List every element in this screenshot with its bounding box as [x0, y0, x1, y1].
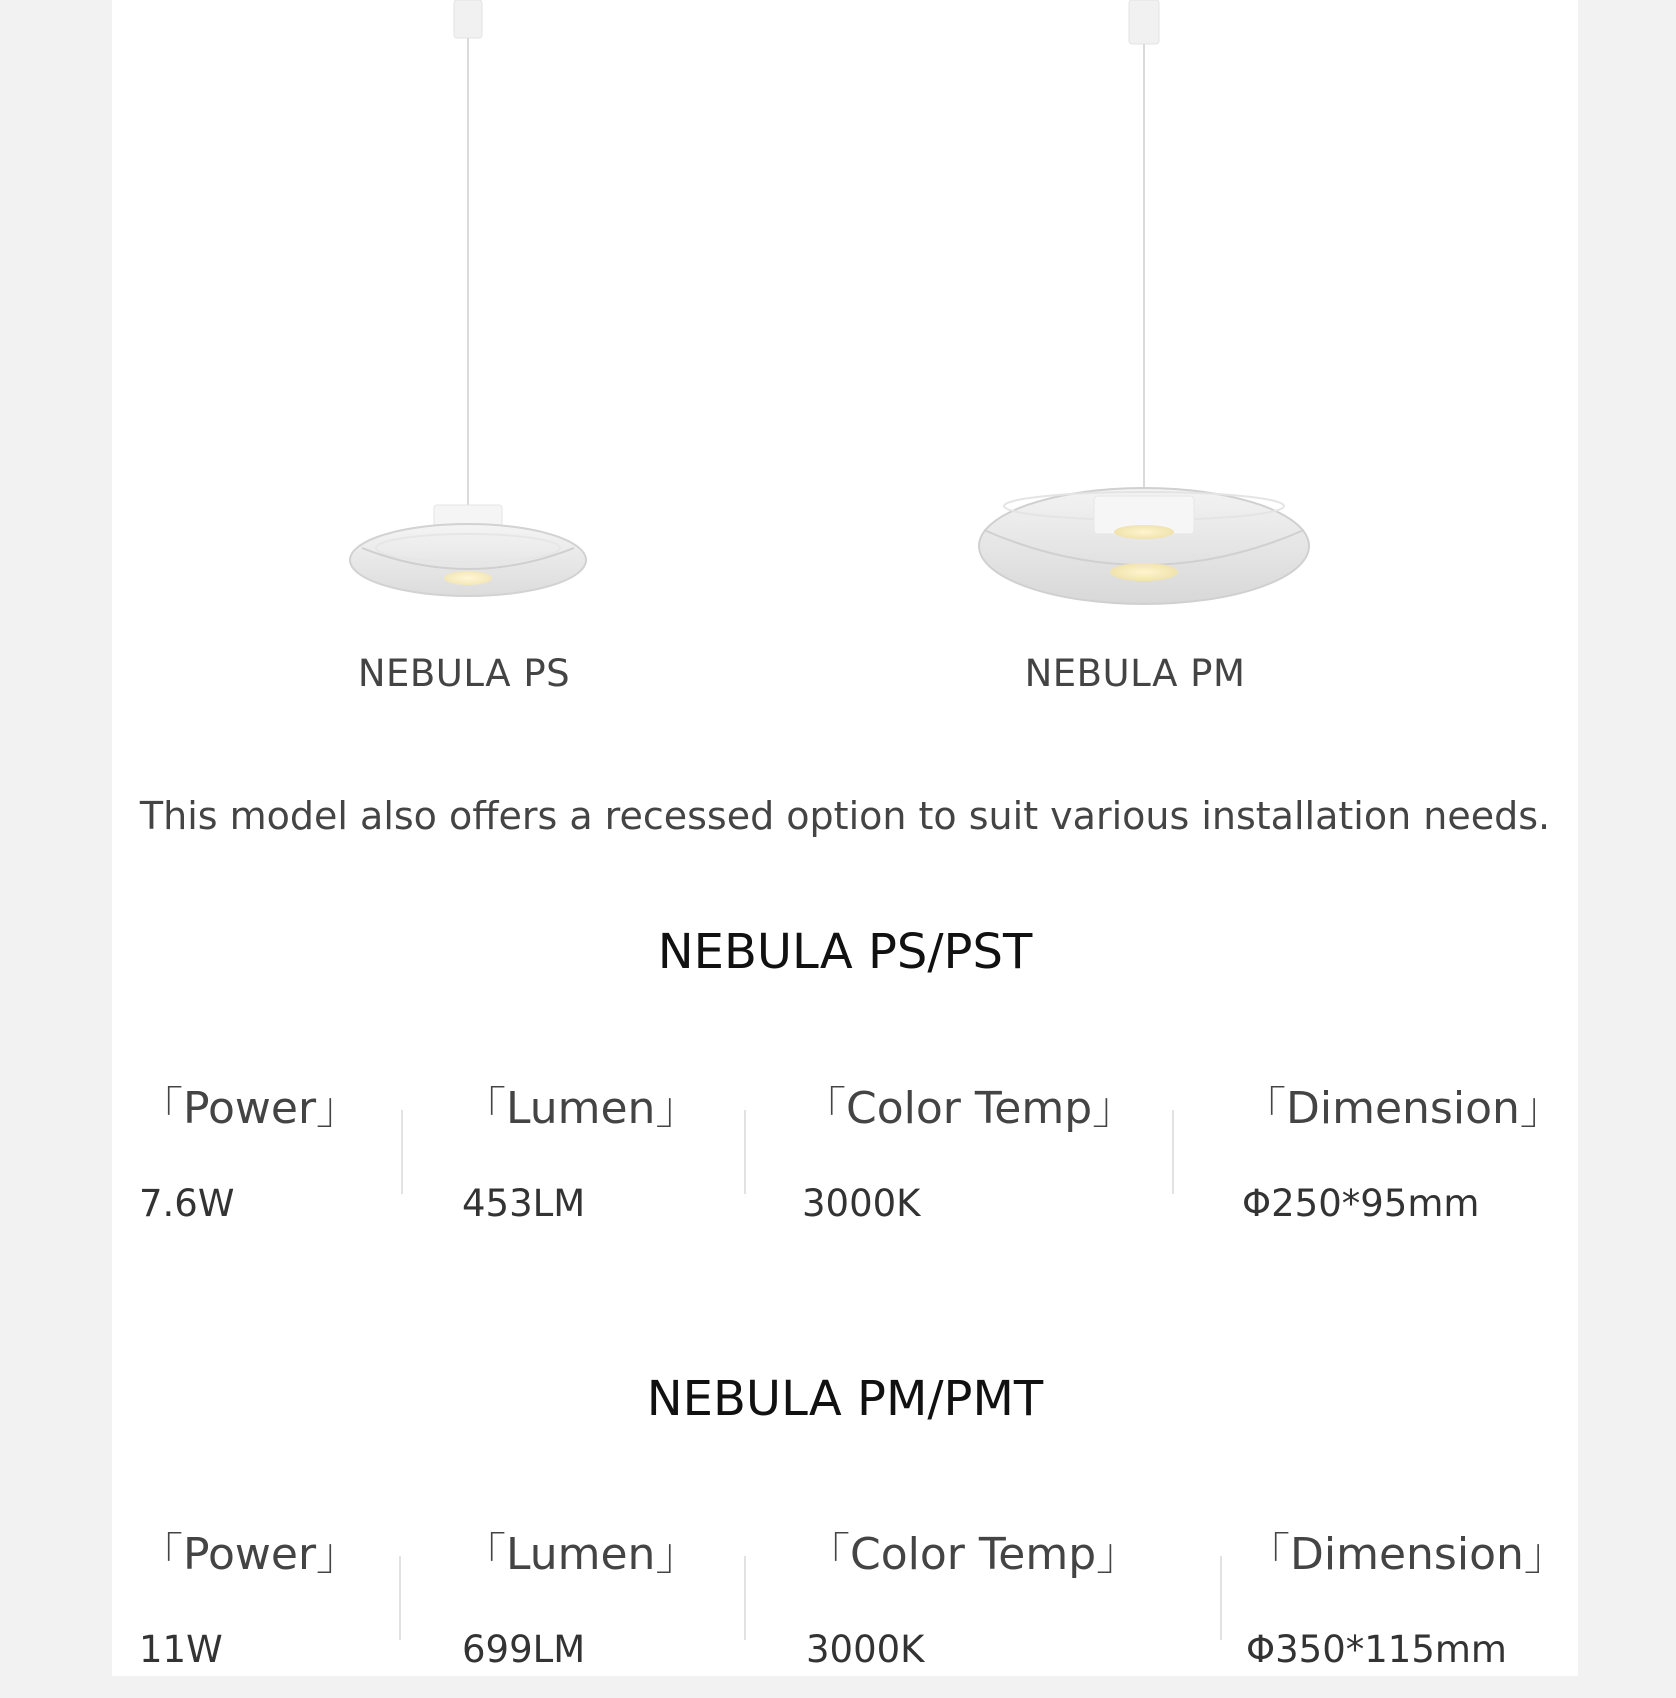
spec-lumen	[462, 1072, 699, 1225]
spec-label: 「Dimension」	[1246, 1529, 1568, 1580]
spec-power	[139, 1072, 360, 1225]
spec-dimension	[1242, 1072, 1564, 1225]
spec-row-pm	[112, 1518, 1578, 1698]
spec-value: 11W	[139, 1628, 223, 1671]
spec-row-ps	[112, 1072, 1578, 1252]
spec-dimension	[1246, 1518, 1568, 1671]
divider	[1172, 1110, 1174, 1194]
spec-label: 「Lumen」	[462, 1083, 700, 1134]
spec-title-pm: NEBULA PM/PMT	[646, 1371, 1044, 1427]
divider	[399, 1556, 401, 1640]
spec-color-temp	[802, 1072, 1136, 1225]
product-page	[112, 0, 1578, 1676]
spec-value: 699LM	[462, 1628, 586, 1671]
spec-label: 「Dimension」	[1242, 1083, 1564, 1134]
product-name-ps: NEBULA PS	[357, 652, 571, 695]
spec-value: 3000K	[806, 1628, 925, 1671]
spec-label: 「Power」	[139, 1083, 361, 1134]
spec-value: Φ350*115mm	[1246, 1628, 1507, 1671]
spec-value: Φ250*95mm	[1242, 1182, 1480, 1225]
recessed-option-note: This model also offers a recessed option to suit various installation needs.	[139, 794, 1551, 838]
product-name-pm: NEBULA PM	[1024, 652, 1246, 695]
spec-value: 453LM	[462, 1182, 586, 1225]
divider	[401, 1110, 403, 1194]
spec-value: 3000K	[802, 1182, 921, 1225]
spec-label: 「Color Temp」	[802, 1083, 1137, 1134]
spec-color-temp	[806, 1518, 1140, 1671]
divider	[744, 1110, 746, 1194]
spec-value: 7.6W	[139, 1182, 235, 1225]
spec-title-ps: NEBULA PS/PST	[657, 924, 1033, 980]
spec-power	[139, 1518, 360, 1671]
spec-label: 「Power」	[139, 1529, 361, 1580]
divider	[744, 1556, 746, 1640]
pendant-lamp-ps-image	[342, 0, 602, 620]
spec-label: 「Lumen」	[462, 1529, 700, 1580]
spec-lumen	[462, 1518, 699, 1671]
pendant-lamp-pm-image	[964, 0, 1324, 620]
divider	[1220, 1556, 1222, 1640]
spec-label: 「Color Temp」	[806, 1529, 1141, 1580]
